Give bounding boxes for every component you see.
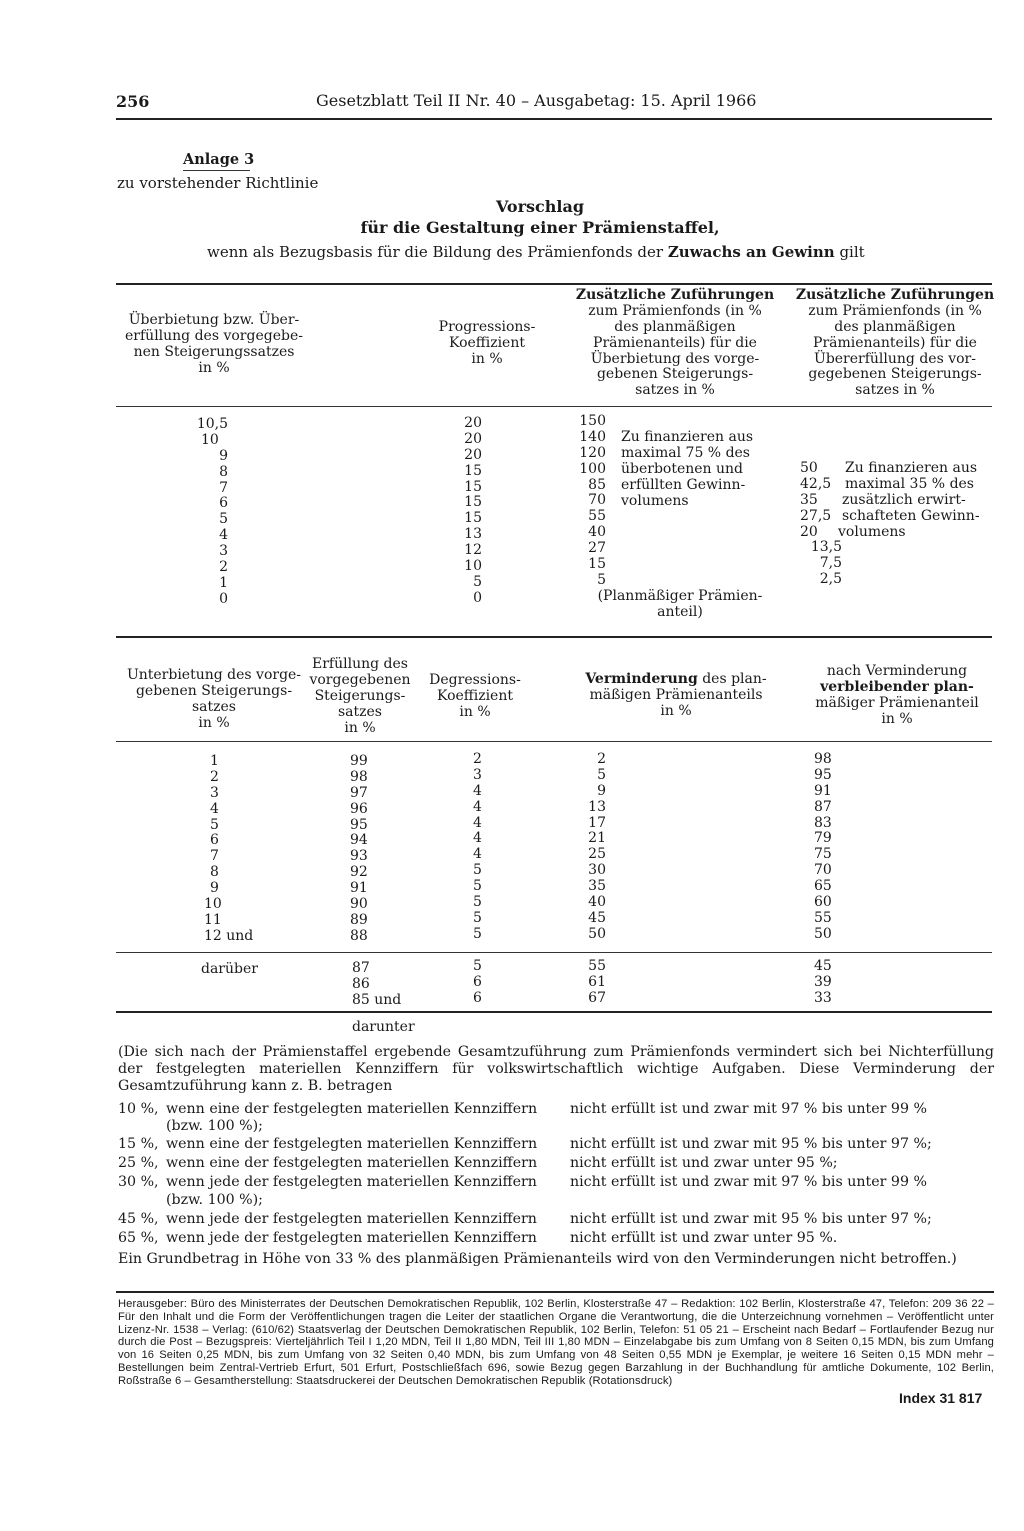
t2-cell: 11 xyxy=(204,911,222,928)
anlage-label: Anlage 3 xyxy=(183,151,255,168)
note-text: wenn eine der festgelegten materiellen Kennziffern xyxy=(166,1155,538,1171)
table1-col2 xyxy=(446,416,482,607)
t2h5-l1: nach Verminderung xyxy=(826,663,968,679)
note-text: wenn jede der festgelegten materiellen Kennziffern xyxy=(166,1211,537,1227)
t1h4-l3: des planmäßigen xyxy=(834,318,956,335)
t2-cell: 2 xyxy=(210,768,219,785)
table1-col4 xyxy=(800,461,842,588)
imprint-index: Index 31 817 xyxy=(899,1390,983,1406)
t2-cell: 7 xyxy=(210,848,219,865)
t2-cell: 17 xyxy=(588,814,606,831)
t1-cell: 150 xyxy=(579,413,606,429)
t1-cell: 120 xyxy=(579,444,606,461)
note-item-3 xyxy=(118,1155,994,1171)
t2-cell: 75 xyxy=(814,846,832,863)
t2-cell: 5 xyxy=(473,862,482,879)
t1-cell: 13,5 xyxy=(810,539,842,556)
t1-cell: 2,5 xyxy=(819,571,842,588)
note-pct: 30 %, xyxy=(118,1174,159,1190)
heading-line3-pre: wenn als Bezugsbasis für die Bildung des Prämienfonds der xyxy=(207,243,664,261)
t1-note-line: maximal 75 % des xyxy=(621,444,750,461)
t2-cell: 13 xyxy=(588,798,606,815)
t2-cell: 55 xyxy=(588,958,606,974)
t2-cell: 4 xyxy=(210,800,219,817)
t2-cell: 98 xyxy=(350,768,368,785)
t2-cell: 86 xyxy=(352,975,370,992)
t1h4-l6: gegebenen Steigerungs- xyxy=(808,366,982,383)
table1-header-col1 xyxy=(114,313,314,377)
t2-cell: 91 xyxy=(814,782,832,799)
t1-cell: 0 xyxy=(219,590,228,607)
table2-bottom-rule xyxy=(116,1011,992,1013)
imprint-rule xyxy=(116,1291,994,1293)
t1-cell: 27,5 xyxy=(800,507,832,524)
t2-cell: 98 xyxy=(814,751,832,767)
t1h1-l3: nen Steigerungssatzes xyxy=(133,343,295,360)
t2-cell: 5 xyxy=(473,958,482,974)
note-text: wenn jede der festgelegten materiellen Kennziffern xyxy=(166,1230,537,1246)
t1-note-line: Zu finanzieren aus xyxy=(621,429,754,445)
t2-cell: 10 xyxy=(204,896,222,913)
t1-cell: 40 xyxy=(588,524,606,541)
t1h3-l2: zum Prämienfonds (in % xyxy=(588,302,762,319)
t2-cell: 21 xyxy=(588,830,606,847)
t1-cell: 27 xyxy=(588,540,606,557)
t2-cell: 35 xyxy=(588,878,606,895)
t2-cell: 67 xyxy=(588,989,606,1006)
t2h3-l3: in % xyxy=(459,703,491,720)
t1-cell: 10 xyxy=(464,558,482,575)
t2h4-bold: Verminderung xyxy=(585,671,698,687)
note-item-4-cont: (bzw. 100 %); xyxy=(166,1192,263,1208)
t2-cell: 79 xyxy=(814,830,832,847)
t1h1-l2: erfüllung des vorgegebe- xyxy=(125,327,303,344)
page-title: Gesetzblatt Teil II Nr. 40 – Ausgabetag: 15. April 1966 xyxy=(316,91,757,110)
t1-note-line: volumens xyxy=(621,492,689,509)
note-pct: 15 %, xyxy=(118,1136,159,1152)
t2-cell: 4 xyxy=(473,782,482,799)
t2-cell: 94 xyxy=(350,832,368,849)
header-rule xyxy=(116,118,992,120)
t2h5-l3: mäßiger Prämienanteil xyxy=(815,694,979,711)
t1h3-l3: des planmäßigen xyxy=(614,318,736,335)
note-tail: nicht erfüllt ist und zwar unter 95 %. xyxy=(570,1230,838,1246)
t1-cell: 0 xyxy=(473,589,482,606)
t1h3-l7: satzes in % xyxy=(635,382,715,399)
note-tail: nicht erfüllt ist und zwar mit 97 % bis unter 99 % xyxy=(570,1101,927,1117)
t2-cell: 85 und xyxy=(352,991,402,1008)
t1-footer-line: anteil) xyxy=(657,603,703,620)
heading-line2: für die Gestaltung einer Prämienstaffel, xyxy=(360,218,720,237)
t1-cell: 15 xyxy=(464,494,482,511)
t2-cell: 5 xyxy=(473,894,482,911)
notes-intro: (Die sich nach der Prämienstaffel ergebende Gesamtzuführung zum Prämienfonds vermindert sich bei Nichterfüllung der festgelegten materiellen Kennziffern für volkswirtschaftlich wichtige Aufgaben. Diese Verminderung der Gesamtzuführung kann z. B. betragen xyxy=(118,1044,994,1094)
heading-line1: Vorschlag xyxy=(495,197,585,216)
t1-cell: 15 xyxy=(464,510,482,527)
t1-cell: 9 xyxy=(219,447,228,464)
t2h4-l2: mäßigen Prämienanteils xyxy=(589,686,763,703)
t2-cell: 45 xyxy=(814,958,832,974)
note-pct: 10 %, xyxy=(118,1101,159,1117)
t1-footer-line: (Planmäßiger Prämien- xyxy=(597,588,763,604)
t1h2-l2: Koeffizient xyxy=(448,334,525,351)
table2-header-col3 xyxy=(410,673,540,721)
anlage-sub: zu vorstehender Richtlinie xyxy=(117,174,319,192)
note-pct: 45 %, xyxy=(118,1211,159,1227)
table1-col1 xyxy=(180,417,228,608)
notes-closing: Ein Grundbetrag in Höhe von 33 % des planmäßigen Prämienanteils wird von den Verminderungen nicht betroffen.) xyxy=(118,1251,957,1267)
heading-line3 xyxy=(207,243,865,261)
t2-cell: 95 xyxy=(814,766,832,783)
t2h3-l2: Koeffizient xyxy=(436,687,513,704)
note-tail: nicht erfüllt ist und zwar unter 95 %; xyxy=(570,1155,838,1171)
note-item-6 xyxy=(118,1230,994,1246)
t2h1-l1: Unterbietung des vorge- xyxy=(126,667,302,683)
table2-col4 xyxy=(570,752,606,943)
t1-cell: 20 xyxy=(464,430,482,447)
t2-cell: 6 xyxy=(473,989,482,1006)
t1h2-l3: in % xyxy=(471,350,503,367)
note-tail: nicht erfüllt ist und zwar mit 97 % bis unter 99 % xyxy=(570,1174,927,1190)
note-pct: 65 %, xyxy=(118,1230,159,1246)
t1h1-l1: Überbietung bzw. Über- xyxy=(128,312,300,328)
t2-cell: 5 xyxy=(473,878,482,895)
note-item-5 xyxy=(118,1211,994,1227)
table1-col3 xyxy=(570,414,606,589)
table1-header-col2 xyxy=(402,320,572,368)
t2-cell: 90 xyxy=(350,896,368,913)
t1h1-l4: in % xyxy=(198,359,230,376)
t1-cell: 3 xyxy=(219,543,228,560)
table2-extra-col5 xyxy=(814,959,844,1007)
t2-cell: 65 xyxy=(814,878,832,895)
t1-note-line: maximal 35 % des xyxy=(845,475,974,492)
t2-cell: 91 xyxy=(350,880,368,897)
t2-cell: 5 xyxy=(597,766,606,783)
note-item-1-cont: (bzw. 100 %); xyxy=(166,1118,263,1134)
t2-cell: 6 xyxy=(210,832,219,849)
t2h4-l3: in % xyxy=(660,702,692,719)
t2-cell: 3 xyxy=(210,784,219,801)
t2-cell: 4 xyxy=(473,846,482,863)
t1-cell: 5 xyxy=(473,573,482,590)
t1h3-l1: Zusätzliche Zuführungen xyxy=(575,287,775,303)
table2-mid-rule xyxy=(116,952,992,953)
t2-cell: 88 xyxy=(350,927,368,944)
t2-cell: 4 xyxy=(473,798,482,815)
t1-cell: 20 xyxy=(464,415,482,431)
t2-cell: 33 xyxy=(814,989,832,1006)
heading-line3-bold: Zuwachs an Gewinn xyxy=(667,243,835,261)
t1-cell: 15 xyxy=(588,556,606,573)
t2-cell: 2 xyxy=(597,751,606,767)
t1-cell: 70 xyxy=(588,492,606,509)
t2h4-rest: des plan- xyxy=(702,671,767,687)
t2-cell: 99 xyxy=(350,753,368,769)
anlage-underline xyxy=(183,170,250,171)
note-tail: nicht erfüllt ist und zwar mit 95 % bis unter 97 %; xyxy=(570,1211,932,1227)
t2-cell: 5 xyxy=(473,909,482,926)
t2-cell: 5 xyxy=(210,816,219,833)
t2-cell: 25 xyxy=(588,846,606,863)
table2-header-col2 xyxy=(300,657,420,736)
t1-note-line: erfüllten Gewinn- xyxy=(621,476,746,493)
t1-cell: 85 xyxy=(588,476,606,493)
t2h2-l1: Erfüllung des xyxy=(312,656,408,672)
t2-cell: 3 xyxy=(473,766,482,783)
t1-cell: 7 xyxy=(219,479,228,496)
t1-cell: 10 xyxy=(201,431,219,448)
t2-cell: 87 xyxy=(814,798,832,815)
t2-cell: 12 und xyxy=(204,927,254,944)
table1-col3-note xyxy=(621,430,753,509)
t2-cell: 97 xyxy=(350,784,368,801)
note-pct: 25 %, xyxy=(118,1155,159,1171)
t1-cell: 35 xyxy=(800,491,818,508)
t2-cell: 50 xyxy=(588,925,606,942)
table1-top-rule xyxy=(116,283,992,285)
t2h2-l2: vorgegebenen xyxy=(309,671,411,688)
note-item-4 xyxy=(118,1174,994,1190)
table2-extra-col2 xyxy=(352,961,412,1009)
table1-header-col3 xyxy=(570,288,780,399)
t1-cell: 8 xyxy=(219,463,228,480)
t2-cell: 89 xyxy=(350,911,368,928)
t1-note-line: volumens xyxy=(838,523,906,540)
table1-col3-footer xyxy=(580,589,780,621)
note-item-2 xyxy=(118,1136,994,1152)
t2h1-l2: gebenen Steigerungs- xyxy=(135,682,293,699)
t2-cell: 6 xyxy=(473,973,482,990)
t1-cell: 7,5 xyxy=(819,555,842,572)
t2-cell: 95 xyxy=(350,816,368,833)
t1-cell: 5 xyxy=(597,571,606,588)
note-text: wenn eine der festgelegten materiellen Kennziffern xyxy=(166,1136,538,1152)
heading-line3-post: gilt xyxy=(839,243,865,261)
t1-cell: 1 xyxy=(219,574,228,591)
table2-header-rule xyxy=(116,741,992,742)
page-number: 256 xyxy=(116,92,150,111)
t2-cell: 96 xyxy=(350,800,368,817)
t2-cell: 70 xyxy=(814,862,832,879)
note-text: wenn eine der festgelegten materiellen Kennziffern xyxy=(166,1101,538,1117)
t2-cell: 2 xyxy=(473,751,482,767)
t2-cell: 9 xyxy=(597,782,606,799)
t2h2-l3: Steigerungs- xyxy=(314,687,406,704)
t1-note-line: zusätzlich erwirt- xyxy=(842,491,966,508)
t1-cell: 50 xyxy=(800,460,818,476)
t2h1-l4: in % xyxy=(198,714,230,731)
table1-header-rule xyxy=(116,406,992,407)
t1-cell: 15 xyxy=(464,462,482,479)
t1h4-l1: Zusätzliche Zuführungen xyxy=(795,287,995,303)
table2-extra-label: darüber xyxy=(201,961,258,977)
t2-cell: 61 xyxy=(588,973,606,990)
t1-cell: 13 xyxy=(464,526,482,543)
t1-cell: 2 xyxy=(219,559,228,576)
t2-cell: 8 xyxy=(210,864,219,881)
t2-cell: 4 xyxy=(473,830,482,847)
t1h4-l7: satzes in % xyxy=(855,382,935,399)
t1-note-line: schafteten Gewinn- xyxy=(842,507,980,524)
table1-col4-note xyxy=(838,460,980,540)
t1h3-l6: gebenen Steigerungs- xyxy=(596,366,754,383)
table2-header-col5 xyxy=(792,664,1002,728)
table2-extra-col3 xyxy=(473,959,493,1007)
t1-cell: 5 xyxy=(219,511,228,528)
t1-cell: 42,5 xyxy=(800,475,832,492)
t2-cell: 30 xyxy=(588,862,606,879)
t2-cell: 87 xyxy=(352,960,370,976)
t1h4-l4: Prämienanteils) für die xyxy=(813,334,977,351)
t1-cell: 15 xyxy=(464,478,482,495)
t1-cell: 100 xyxy=(579,460,606,477)
t1h2-l1: Progressions- xyxy=(438,319,536,335)
t1-note-line: überbotenen und xyxy=(621,460,744,477)
t1h3-l5: Überbietung des vorge- xyxy=(590,350,760,367)
t2h2-l4: satzes xyxy=(337,703,382,720)
note-tail: nicht erfüllt ist und zwar mit 95 % bis unter 97 %; xyxy=(570,1136,932,1152)
table2-header-col4 xyxy=(570,672,782,720)
t1-note-line: Zu finanzieren aus xyxy=(845,460,978,476)
t1-cell: 55 xyxy=(588,508,606,525)
table1-bottom-rule xyxy=(116,636,992,638)
t1h4-l5: Übererfüllung des vor- xyxy=(814,350,976,367)
table1-header-col4 xyxy=(790,288,1000,399)
t1-cell: 20 xyxy=(464,446,482,463)
table2-darunter: darunter xyxy=(352,1019,415,1035)
t2-cell: 60 xyxy=(814,894,832,911)
t2-cell: 4 xyxy=(473,814,482,831)
table2-col1 xyxy=(204,753,270,945)
t2h2-l5: in % xyxy=(344,719,376,736)
t2h5-l4: in % xyxy=(881,710,913,727)
table2-extra-col4 xyxy=(570,959,606,1007)
t2-cell: 45 xyxy=(588,909,606,926)
t1h4-l2: zum Prämienfonds (in % xyxy=(808,302,982,319)
t2h3-l1: Degressions- xyxy=(429,672,521,688)
t1-cell: 10,5 xyxy=(196,416,228,432)
t2h4-l1 xyxy=(570,672,782,688)
t1h3-l4: Prämienanteils) für die xyxy=(593,334,757,351)
t1-cell: 6 xyxy=(219,495,228,512)
t1-cell: 4 xyxy=(219,527,228,544)
t2h1-l3: satzes xyxy=(191,698,236,715)
t2h5-l2: verbleibender plan- xyxy=(820,678,974,695)
t2-cell: 39 xyxy=(814,973,832,990)
table2-header-col1 xyxy=(114,668,314,732)
t2-cell: 9 xyxy=(210,880,219,897)
t2-cell: 93 xyxy=(350,848,368,865)
t2-cell: 1 xyxy=(210,753,219,769)
note-item-1 xyxy=(118,1101,994,1117)
note-text: wenn jede der festgelegten materiellen Kennziffern xyxy=(166,1174,537,1190)
t1-cell: 140 xyxy=(579,428,606,445)
t2-cell: 5 xyxy=(473,925,482,942)
t2-cell: 83 xyxy=(814,814,832,831)
t1-cell: 20 xyxy=(800,523,818,540)
table2-col2 xyxy=(350,754,390,945)
imprint-text: Herausgeber: Büro des Ministerrates der Deutschen Demokratischen Republik, 102 Berlin, Klosterstraße 47 – Redaktion: 102 Berlin, Klosterstraße 47, Telefon: 209 36 22 – Für den Inhalt und die Form der Veröffentlichungen tragen die Leiter der staatlichen Organe die Verantwortung, die die Unterzeichnung vornehmen – Veröffentlicht unter Lizenz-Nr. 1538 – Verlag: (610/62) Staatsverlag der Deutschen Demokratischen Republik, 102 Berlin, Telefon: 51 05 21 – Erscheint nach Bedarf – Fortlaufender Bezug nur durch die Post – Bezugspreis: Vierteljährlich Teil I 1,20 MDN, Teil II 1,80 MDN, Teil III 1,80 MDN – Einzelabgabe bis zum Umfang von 8 Seiten 0,15 MDN, bis zum Umfang von 16 Seiten 0,25 MDN, bis zum Umfang von 32 Seiten 0,40 MDN, bis zum Umfang von 48 Seiten 0,55 MDN je Exemplar, je weitere 16 Seiten 0,15 MDN mehr – Bestellungen beim Zentral-Vertrieb Erfurt, 501 Erfurt, Postschließfach 696, sowie Bezug gegen Barzahlung in der Buchhandlung für amtliche Dokumente, 102 Berlin, Roßstraße 6 – Gesamtherstellung: Staatsdruckerei der Deutschen Demokratischen Republik (Rotationsdruck) xyxy=(118,1298,994,1387)
table2-col5 xyxy=(814,752,844,943)
t2-cell: 55 xyxy=(814,909,832,926)
t2-cell: 92 xyxy=(350,864,368,881)
t2-cell: 40 xyxy=(588,894,606,911)
t2-cell: 50 xyxy=(814,925,832,942)
table2-col3 xyxy=(473,752,493,943)
t1-cell: 12 xyxy=(464,542,482,559)
